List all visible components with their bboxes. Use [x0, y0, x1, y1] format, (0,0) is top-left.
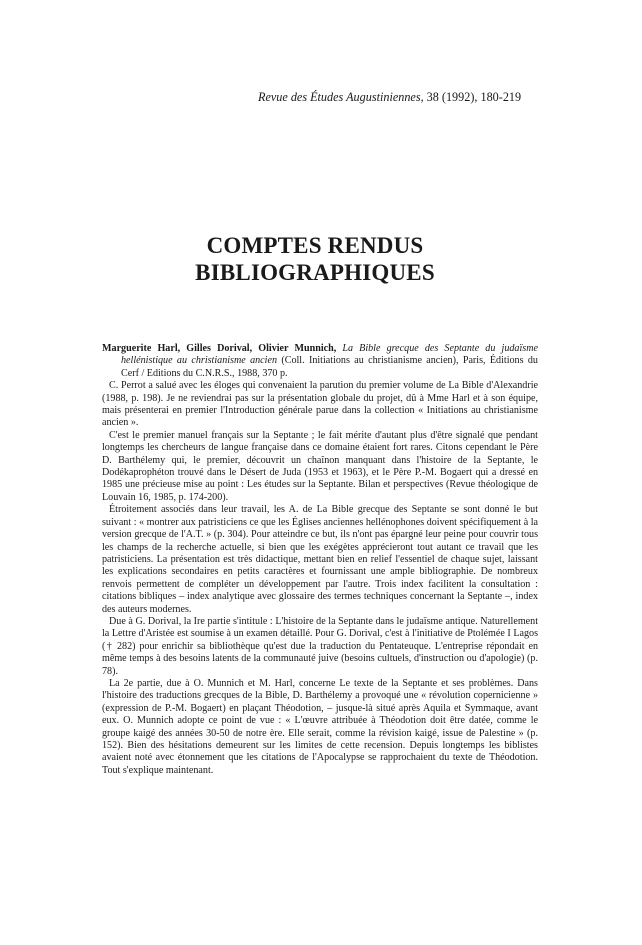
heading-line-1: COMPTES RENDUS	[206, 233, 424, 258]
review-paragraph: La 2e partie, due à O. Munnich et M. Harl, concerne Le texte de la Septante et ses problèmes. Dans l'histoire des traductions grecques de la Bible, D. Barthélemy a provoqué une « révolution copernicienne » (expression de P.-M. Bogaert) en plaçant Théodotion, – jusque-là situé après Aquila et Symmaque, avant eux. O. Munnich adopte ce point de vue : « L'œuvre attribuée à Théodotion doit être datée, comme le groupe kaigé des années 30-50 de notre ère. Elle serait, comme la révision kaigé, issue de Palestine » (p. 152). Bien des hésitations demeurent sur les limites de cette recension. Depuis longtemps les biblistes avaient noté avec étonnement que les citations de l'Apocalypse se rapprochaient du texte de Théodotion. Tout s'explique maintenant.	[102, 677, 538, 776]
journal-details: 38 (1992), 180-219	[426, 90, 522, 104]
review-citation	[102, 343, 538, 380]
review-authors: Marguerite Harl, Gilles Dorival, Olivier Munnich,	[102, 343, 337, 354]
heading-line-2: BIBLIOGRAPHIQUES	[195, 260, 435, 285]
review-paragraph: C. Perrot a salué avec les éloges qui convenaient la parution du premier volume de La Bible d'Alexandrie (1988, p. 198). Je ne reviendrai pas sur la présentation globale du projet, dû à Mme Harl et à son équipe, mais présenterai en premier l'Introduction générale parue dans la collection « Initiations au christianisme ancien ».	[102, 380, 538, 429]
review-paragraph: C'est le premier manuel français sur la Septante ; le fait mérite d'autant plus d'être signalé que pendant longtemps les chercheurs de langue française dans ce domaine étaient fort rares. Citons cependant le Père D. Barthélemy qui, le premier, découvrit un chaînon manquant dans l'histoire de la Septante, le Dodékaprophéton trouvé dans le Désert de Juda (1953 et 1963), et le Père P.-M. Bogaert qui a dressé en 1985 une précieuse mise au point : Les études sur la Septante. Bilan et perspectives (Revue théologique de Louvain 16, 1985, p. 174-200).	[102, 429, 538, 503]
section-heading	[150, 232, 480, 286]
book-review	[102, 343, 538, 777]
book-title: La Bible grecque des Septante du judaïsme hellénistique au christianisme ancien	[121, 343, 538, 367]
journal-name: Revue des Études Augustiniennes,	[258, 90, 424, 104]
review-paragraph: Étroitement associés dans leur travail, les A. de La Bible grecque des Septante se sont donné le but suivant : « montrer aux patristiciens ce que les Églises anciennes hellénophones doivent spécifiquement à la version grecque de l'A.T. » (p. 304). Pour atteindre ce but, ils n'ont pas épargné leur peine pour couvrir tous les champs de la recherche actuelle, si bien que les exégètes apprécieront tout autant ce travail que les patristiciens. La présentation est très didactique, mettant bien en relief l'essentiel de chaque sujet, laissant les explications secondaires en petits caractères et fournissant une ample bibliographie. De nombreux renvois permettent de compléter un développement par l'autre. Trois index facilitent la consultation : citations bibliques – index analytique avec glossaire des termes techniques concernant la Septante –, index des auteurs modernes.	[102, 504, 538, 615]
review-paragraph: Due à G. Dorival, la Ire partie s'intitule : L'histoire de la Septante dans le judaïsme antique. Naturellement la Lettre d'Aristée est soumise à un examen détaillé. Pour G. Dorival, c'est à l'initiative de Ptolémée I Lagos († 282) pour enrichir sa bibliothèque qu'est due la traduction du Pentateuque. L'entreprise répondait en même temps à des besoins latents de la communauté juive (besoins cultuels, d'instruction ou d'apologie) (p. 78).	[102, 615, 538, 677]
publication-details: (Coll. Initiations au christianisme ancien), Paris, Éditions du Cerf / Editions du C.N.R.S., 1988, 370 p.	[121, 355, 538, 379]
journal-reference	[258, 90, 618, 105]
